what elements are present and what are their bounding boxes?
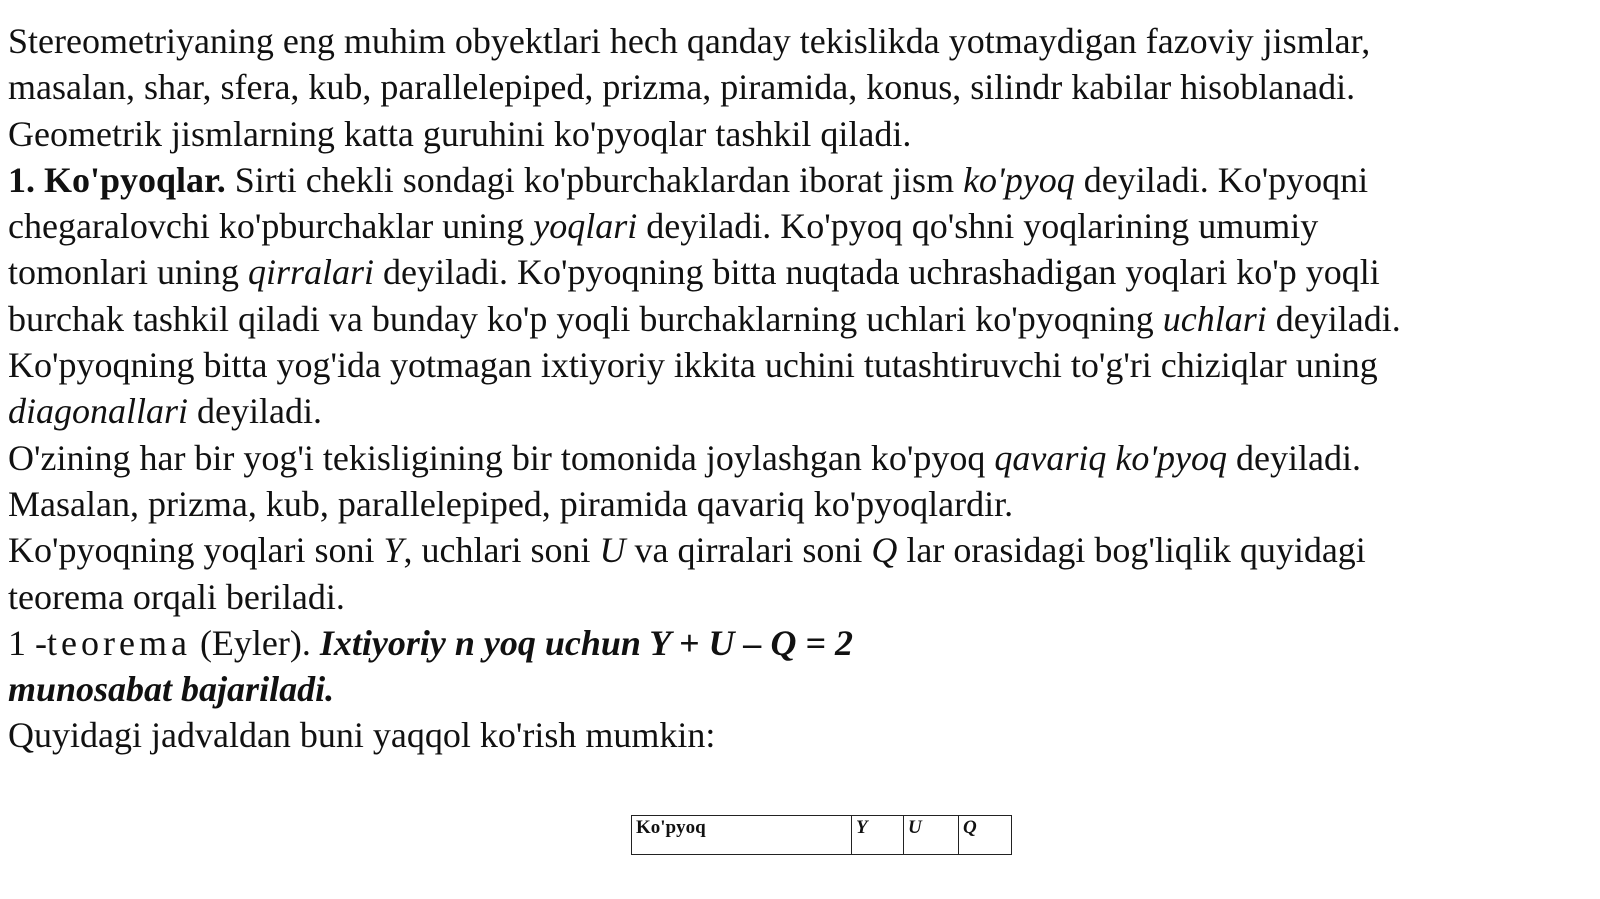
section-heading-line: [8, 157, 1598, 203]
paragraph-line: Geometrik jismlarning katta guruhini ko'pyoqlar tashkil qiladi.: [8, 113, 912, 154]
theorem-name: (Eyler).: [190, 622, 320, 663]
text-run: Ko'pyoqning yoqlari soni: [8, 530, 384, 571]
text-run: deyiladi. Ko'pyoqning bitta nuqtada uchrashadigan yoqlari ko'p yoqli: [374, 252, 1380, 293]
text-run: lar orasidagi bog'liqlik quyidagi: [897, 530, 1366, 571]
polyhedra-table: [631, 815, 1012, 855]
text-run: deyiladi. Ko'pyoq qo'shni yoqlarining umumiy: [637, 206, 1319, 247]
text-run: burchak tashkil qiladi va bunday ko'p yoqli burchaklarning uchlari ko'pyoqning: [8, 298, 1163, 339]
term-yoqlari: yoqlari: [533, 206, 638, 247]
paragraph-line: [8, 249, 1598, 295]
symbol-q: Q: [871, 530, 898, 571]
table-header-cell: Ko'pyoq: [632, 816, 852, 855]
text-run: deyiladi.: [1227, 437, 1361, 478]
paragraph-line: [8, 388, 1598, 434]
term-uchlari: uchlari: [1162, 298, 1267, 339]
text-run: va qirralari soni: [625, 530, 872, 571]
text-run: tomonlari uning: [8, 252, 248, 293]
term-qirralari: qirralari: [247, 252, 375, 293]
text-run: , uchlari soni: [403, 530, 600, 571]
theorem-statement: Ixtiyoriy n yoq uchun Y + U – Q = 2: [319, 622, 853, 663]
paragraph-line: [8, 527, 1598, 573]
table-header-cell: Y: [852, 816, 904, 855]
table-header-cell: Q: [959, 816, 1012, 855]
document-body: [8, 18, 1598, 759]
paragraph-line: Quyidagi jadvaldan buni yaqqol ko'rish mumkin:: [8, 715, 716, 756]
text-run: chegaralovchi ko'pburchaklar uning: [8, 206, 534, 247]
text-run: deyiladi. Ko'pyoqni: [1074, 159, 1369, 200]
section-heading: 1. Ko'pyoqlar.: [8, 159, 226, 200]
symbol-u: U: [599, 530, 626, 571]
term-kopyoq: ko'pyoq: [963, 159, 1075, 200]
text-run: deyiladi.: [188, 391, 322, 432]
theorem-line: [8, 620, 1598, 666]
text-run: deyiladi.: [1266, 298, 1401, 339]
table-header-cell: U: [904, 816, 959, 855]
text-run: O'zining har bir yog'i tekisligining bir tomonida joylashgan ko'pyoq: [8, 437, 995, 478]
theorem-word: teorema: [47, 622, 191, 663]
paragraph-line: [8, 203, 1598, 249]
term-diagonallari: diagonallari: [8, 391, 189, 432]
table-header-row: [632, 816, 1012, 855]
theorem-number: 1 -: [8, 622, 47, 663]
paragraph-line: teorema orqali beriladi.: [8, 576, 345, 617]
paragraph-line: [8, 296, 1598, 342]
symbol-y: Y: [383, 530, 404, 571]
term-qavariq-kopyoq: qavariq ko'pyoq: [994, 437, 1227, 478]
paragraph-line: masalan, shar, sfera, kub, parallelepiped, prizma, piramida, konus, silindr kabilar hisoblanadi.: [8, 67, 1356, 108]
paragraph-line: Ko'pyoqning bitta yog'ida yotmagan ixtiyoriy ikkita uchini tutashtiruvchi to'g'ri chiziqlar uning: [8, 345, 1378, 386]
paragraph-line: [8, 435, 1598, 481]
paragraph-line: Masalan, prizma, kub, parallelepiped, piramida qavariq ko'pyoqlardir.: [8, 483, 1014, 524]
paragraph-line: Stereometriyaning eng muhim obyektlari hech qanday tekislikda yotmaydigan fazoviy jismlar,: [8, 21, 1371, 61]
theorem-statement-continued: munosabat bajariladi.: [8, 669, 335, 710]
text-run: Sirti chekli sondagi ko'pburchaklardan iborat jism: [225, 159, 964, 200]
